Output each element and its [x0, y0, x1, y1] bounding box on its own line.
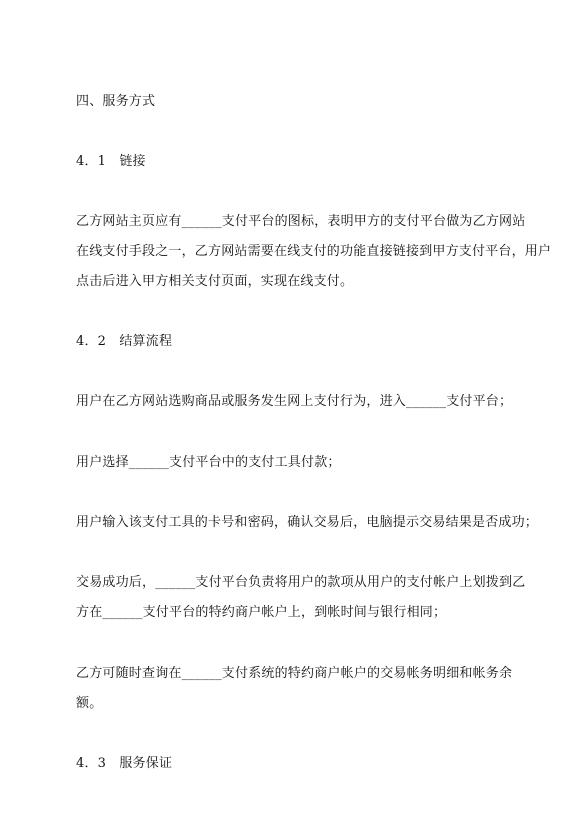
section-title-4-3: 4．3 服务保证	[76, 756, 173, 771]
paragraph-line: 在线支付手段之一，乙方网站需要在线支付的功能直接链接到甲方支付平台，用户	[76, 244, 552, 259]
paragraph-line: 用户在乙方网站选购商品或服务发生网上支付行为，进入______支付平台；	[76, 394, 513, 409]
section-title-4-1: 4．1 链接	[76, 154, 146, 169]
paragraph-line: 用户选择______支付平台中的支付工具付款；	[76, 455, 341, 470]
paragraph-line: 乙方网站主页应有______支付平台的图标，表明甲方的支付平台做为乙方网站	[76, 214, 526, 229]
paragraph-line: 方在______支付平台的特约商户帐户上，到帐时间与银行相同；	[76, 605, 447, 620]
section-heading-4: 四、服务方式	[76, 94, 156, 109]
paragraph-line: 交易成功后，______支付平台负责将用户的款项从用户的支付帐户上划拨到乙	[76, 575, 526, 590]
paragraph-line: 乙方可随时查询在______支付系统的特约商户帐户的交易帐务明细和帐务余	[76, 666, 513, 681]
section-title-4-2: 4．2 结算流程	[76, 334, 173, 349]
paragraph-line: 用户输入该支付工具的卡号和密码，确认交易后，电脑提示交易结果是否成功；	[76, 515, 539, 530]
paragraph-line: 点击后进入甲方相关支付页面，实现在线支付。	[76, 274, 354, 289]
paragraph-line: 额。	[76, 696, 103, 711]
